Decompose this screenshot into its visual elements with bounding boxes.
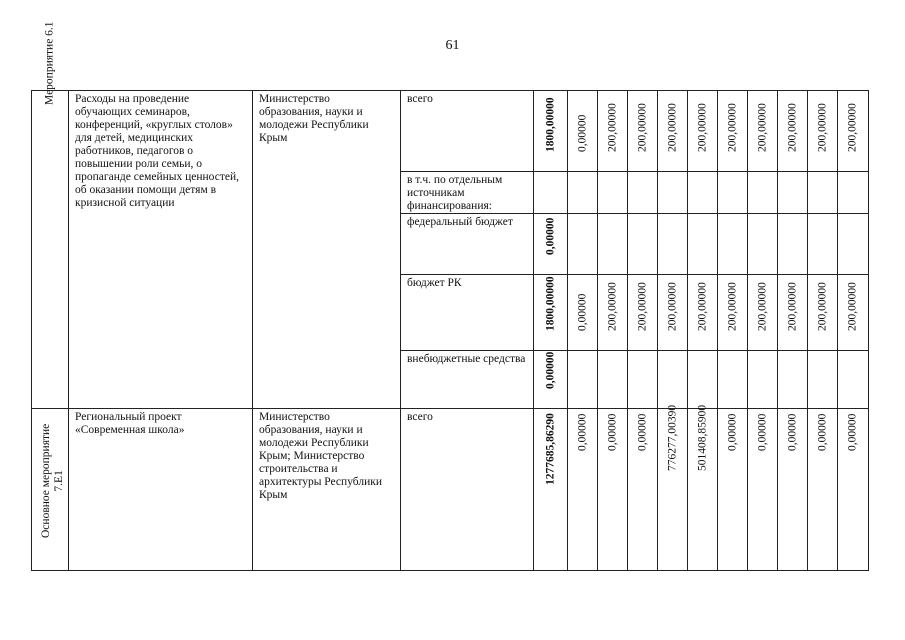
value-cell: 200,00000 — [808, 91, 838, 172]
value-cell: 200,00000 — [688, 91, 718, 172]
value-cell: 200,00000 — [718, 275, 748, 351]
value-cell: 200,00000 — [778, 91, 808, 172]
value-cell — [658, 172, 688, 214]
value-cell: 200,00000 — [598, 91, 628, 172]
value-cell — [628, 214, 658, 275]
value-cell: 200,00000 — [808, 275, 838, 351]
value-cell — [688, 351, 718, 409]
activity-name: Региональный проект «Современная школа» — [75, 411, 185, 436]
page-number: 61 — [445, 38, 460, 53]
value-cell — [748, 172, 778, 214]
value-cell: 200,00000 — [598, 275, 628, 351]
value-cell: 0,00000 — [748, 409, 778, 571]
value-cell — [778, 172, 808, 214]
total-cell: 0,00000 — [534, 214, 568, 275]
value-cell — [748, 351, 778, 409]
value-cell: 200,00000 — [838, 275, 869, 351]
value-cell — [808, 172, 838, 214]
value-cell: 200,00000 — [718, 91, 748, 172]
value-cell — [778, 351, 808, 409]
total-cell: 1800,00000 — [534, 275, 568, 351]
value-cell — [598, 351, 628, 409]
value-cell: 0,00000 — [778, 409, 808, 571]
executor-cell — [253, 409, 401, 571]
value-cell: 200,00000 — [748, 91, 778, 172]
value-cell: 0,00000 — [568, 275, 598, 351]
value-cell — [838, 351, 869, 409]
value-cell — [598, 172, 628, 214]
table-row — [32, 409, 869, 571]
total-cell — [534, 172, 568, 214]
value-cell — [598, 214, 628, 275]
value-cell: 0,00000 — [838, 409, 869, 571]
value-cell — [718, 172, 748, 214]
source-cell: в т.ч. по отдельным источникам финансирования: — [401, 172, 534, 214]
value-cell: 200,00000 — [838, 91, 869, 172]
value-cell — [688, 214, 718, 275]
value-cell: 200,00000 — [778, 275, 808, 351]
value-cell: 776277,00390 — [658, 409, 688, 571]
value-cell: 0,00000 — [718, 409, 748, 571]
table-row — [32, 91, 869, 172]
value-cell: 200,00000 — [628, 275, 658, 351]
value-cell: 200,00000 — [748, 275, 778, 351]
value-cell — [658, 351, 688, 409]
executor: Министерство образования, науки и молодежи Республики Крым — [259, 93, 369, 144]
value-cell — [628, 351, 658, 409]
source-cell: всего — [401, 409, 534, 571]
row-label-cell — [32, 21, 69, 409]
value-cell: 0,00000 — [568, 91, 598, 172]
source-cell: бюджет РК — [401, 275, 534, 351]
value-cell: 0,00000 — [568, 409, 598, 571]
value-cell: 0,00000 — [808, 409, 838, 571]
value-cell — [568, 214, 598, 275]
value-cell: 200,00000 — [658, 91, 688, 172]
value-cell: 200,00000 — [688, 275, 718, 351]
value-cell — [568, 172, 598, 214]
value-cell — [628, 172, 658, 214]
value-cell — [688, 172, 718, 214]
executor-cell — [253, 91, 401, 409]
source-cell: федеральный бюджет — [401, 214, 534, 275]
activity-name: Расходы на проведение обучающих семинаров, конференций, «круглых столов» для детей, медицинских работников, педагогов о повышении роли семьи, о пропаганде семейных ценностей, об оказании помощи детям в кризисной ситуации — [75, 93, 239, 209]
executor: Министерство образования, науки и молодежи Республики Крым; Министерство строительства и архитектуры Республики Крым — [259, 411, 382, 501]
total-cell: 0,00000 — [534, 351, 568, 409]
budget-table — [31, 21, 869, 571]
activity-name-cell — [69, 91, 253, 409]
value-cell — [568, 351, 598, 409]
value-cell — [748, 214, 778, 275]
value-cell: 0,00000 — [628, 409, 658, 571]
activity-name-cell — [69, 409, 253, 571]
value-cell — [808, 351, 838, 409]
value-cell — [718, 214, 748, 275]
row-label: Основное мероприятие 7.Е1 — [40, 423, 65, 538]
value-cell — [808, 214, 838, 275]
value-cell — [838, 214, 869, 275]
value-cell — [718, 351, 748, 409]
value-cell — [778, 214, 808, 275]
value-cell: 200,00000 — [628, 91, 658, 172]
value-cell — [838, 172, 869, 214]
total-cell: 1277685,86290 — [534, 409, 568, 571]
value-cell: 0,00000 — [598, 409, 628, 571]
source-cell: внебюджетные средства — [401, 351, 534, 409]
value-cell: 200,00000 — [658, 275, 688, 351]
row-label: Мероприятие 6.1 — [43, 21, 56, 105]
value-cell: 501408,85900 — [688, 409, 718, 571]
source-cell: всего — [401, 91, 534, 172]
total-cell: 1800,00000 — [534, 91, 568, 172]
row-label-cell — [32, 409, 69, 571]
value-cell — [658, 214, 688, 275]
